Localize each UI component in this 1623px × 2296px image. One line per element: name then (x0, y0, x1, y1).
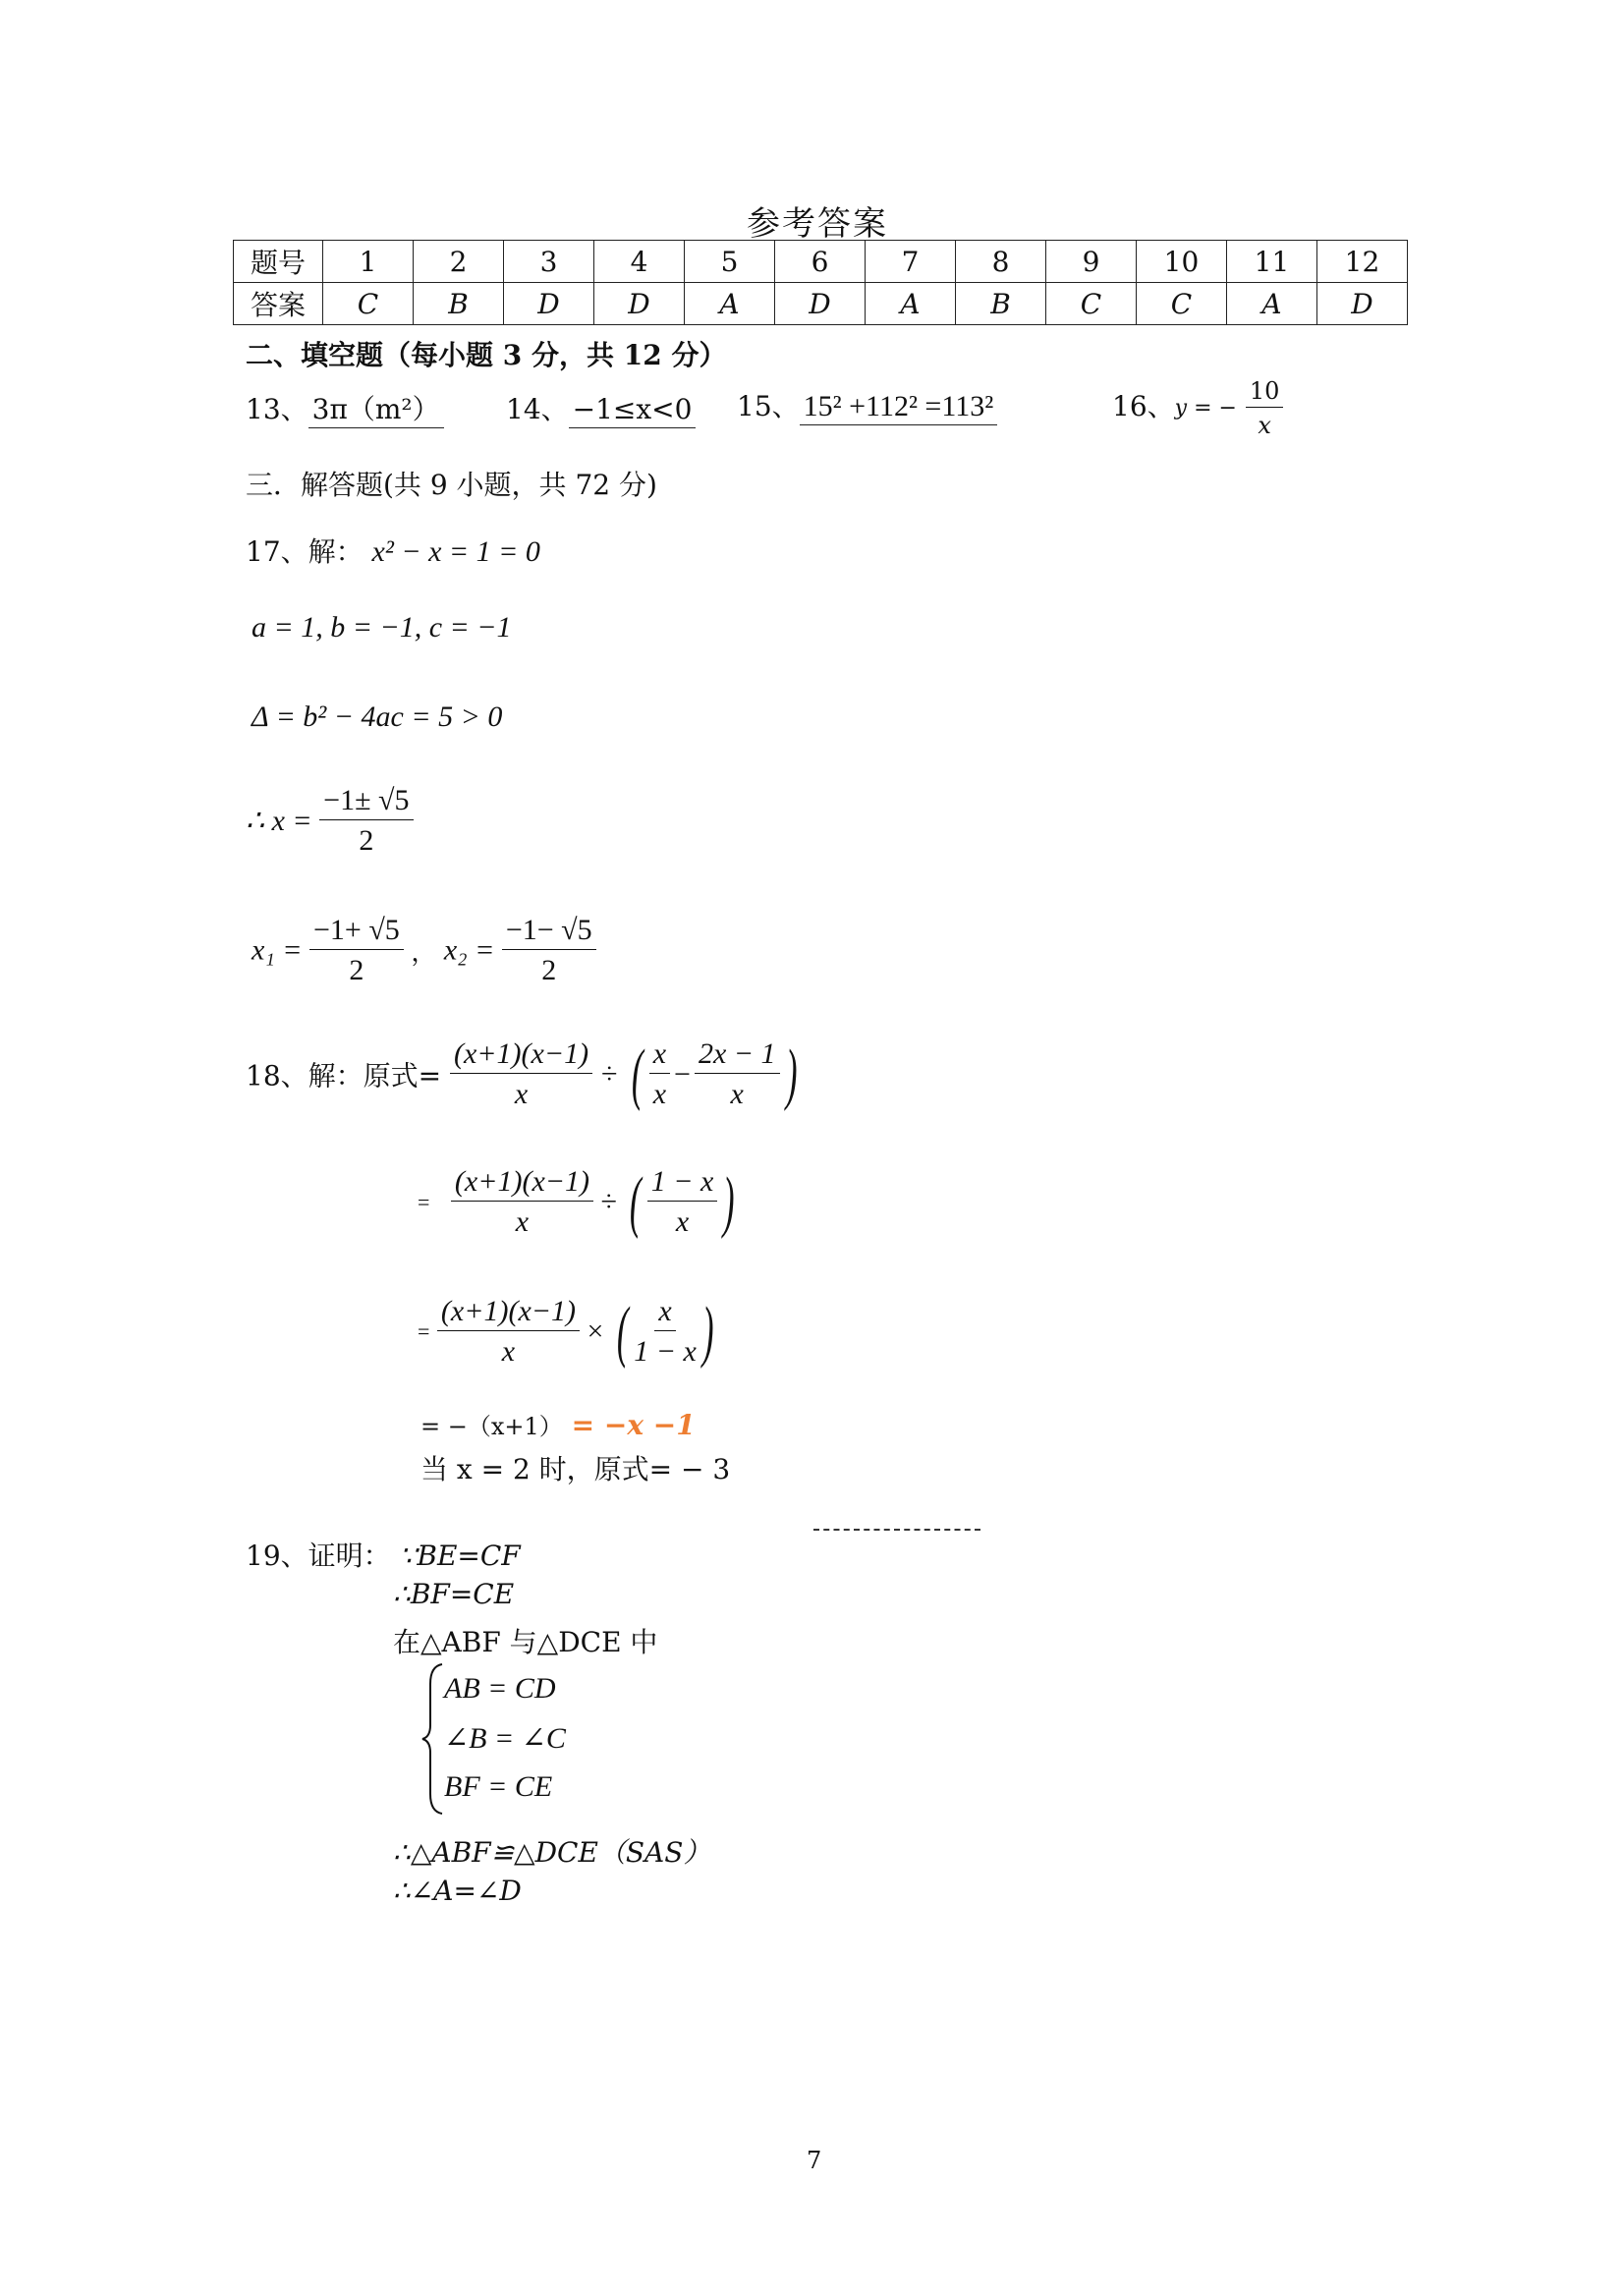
right-paren-icon: ) (723, 1163, 735, 1240)
table-cell: 8 (956, 241, 1046, 283)
table-cell: 1 (323, 241, 414, 283)
right-paren-icon: ) (785, 1036, 797, 1112)
table-cell: D (775, 283, 866, 325)
table-cell: 5 (685, 241, 775, 283)
q19-given: ∵BE=CF (399, 1540, 521, 1572)
q17-x1-fraction (309, 914, 404, 987)
q19-line-2: ∴BF=CE (393, 1578, 515, 1610)
q19-system-3: BF = CE (444, 1770, 553, 1803)
q16-numerator: 10 (1246, 377, 1284, 408)
q18-step3-inner (634, 1295, 697, 1369)
q18-step4-text: = −（x+1） (420, 1413, 563, 1440)
q18-step2-inner-denominator: x (675, 1205, 690, 1238)
q17-label: 17、解： (246, 535, 364, 568)
q16-fraction (1246, 377, 1284, 439)
q17-x-prefix: ∴ x = (246, 805, 312, 837)
q19-line-4: ∴△ABF≌△DCE（SAS） (393, 1836, 711, 1869)
q18-step2-numerator: (x+1)(x−1) (451, 1165, 593, 1202)
q17-roots (252, 914, 596, 987)
q18-step1-fraction (450, 1037, 592, 1111)
table-cell: D (594, 283, 685, 325)
dashed-line (813, 1529, 980, 1531)
page-title: 参考答案 (747, 204, 888, 244)
q18-inner-a (649, 1037, 670, 1111)
q18-minus: − (674, 1057, 691, 1091)
table-cell: 12 (1317, 241, 1408, 283)
q18-step3-denominator: x (501, 1335, 516, 1368)
q15-label: 15、 (737, 390, 800, 422)
q18-step1-paren (626, 1037, 802, 1111)
q18-step2-denominator: x (515, 1205, 530, 1238)
table-cell: A (1227, 283, 1317, 325)
q18-inner-b-numerator: 2x − 1 (695, 1037, 780, 1074)
q13-answer: 3π（m²） (308, 393, 444, 428)
q18-step4-simplified: = −x −1 (571, 1409, 696, 1441)
q18-step3-numerator: (x+1)(x−1) (437, 1295, 580, 1331)
q17-x2-prefix: x₂ = (443, 933, 495, 967)
q18-step3-inner-denominator: 1 − x (634, 1335, 697, 1368)
q18-step-1 (246, 1037, 803, 1111)
q18-step1-denominator: x (514, 1078, 529, 1110)
q17-x-fraction (319, 784, 413, 858)
table-cell: 9 (1046, 241, 1137, 283)
q19-line-1 (246, 1535, 521, 1574)
q19-line-3: 在△ABF 与△DCE 中 (393, 1626, 658, 1658)
q17-x-numerator: −1± √5 (319, 784, 413, 820)
q13 (246, 388, 444, 427)
q19-label: 19、证明： (246, 1540, 391, 1572)
q14-label: 14、 (506, 393, 569, 425)
q17-x1-denominator: 2 (349, 954, 364, 986)
table-cell: 11 (1227, 241, 1317, 283)
q14-answer: −1≤x<0 (569, 393, 697, 428)
q18-label: 18、解：原式= (246, 1059, 442, 1092)
q19-system-2: ∠B = ∠C (444, 1722, 566, 1755)
q17-separator: ， (411, 938, 437, 967)
q18-step3-paren (611, 1295, 719, 1369)
q18-eq-2: = (418, 1189, 430, 1214)
table-row (234, 283, 1408, 325)
table-cell: 2 (414, 241, 504, 283)
q17-solution (246, 784, 414, 858)
q18-step2-fraction (451, 1165, 593, 1239)
q17-x2-numerator: −1− √5 (502, 914, 596, 950)
q18-step-2 (418, 1165, 741, 1239)
q18-result: 当 x = 2 时，原式= − 3 (420, 1453, 731, 1485)
q18-step-3 (418, 1295, 719, 1369)
table-row (234, 241, 1408, 283)
right-paren-icon: ) (701, 1293, 714, 1370)
table-cell: C (1046, 283, 1137, 325)
table-cell: B (414, 283, 504, 325)
section-heading-fill: 二、填空题（每小题 3 分，共 12 分） (246, 339, 727, 371)
q19-line-5: ∴∠A=∠D (393, 1875, 522, 1907)
table-cell: A (866, 283, 956, 325)
q18-divide-1: ÷ (601, 1057, 618, 1091)
left-paren-icon: ( (632, 1036, 644, 1112)
table-cell: 3 (504, 241, 594, 283)
table-cell: 4 (594, 241, 685, 283)
q17-x1-prefix: x₁ = (252, 933, 303, 967)
q13-label: 13、 (246, 393, 308, 425)
q17-x2-fraction (502, 914, 596, 987)
table-cell: A (685, 283, 775, 325)
q18-inner-a-numerator: x (649, 1037, 670, 1074)
table-cell: C (323, 283, 414, 325)
left-paren-icon: ( (630, 1163, 642, 1240)
q15-answer: 15² +112² =113² (800, 390, 998, 425)
system-brace-icon (420, 1660, 446, 1818)
q16-denominator: x (1258, 412, 1271, 439)
q18-step3-inner-numerator: x (654, 1295, 675, 1331)
q17-coefficients: a = 1, b = −1, c = −1 (252, 611, 512, 644)
q18-step2-inner-numerator: 1 − x (647, 1165, 718, 1202)
q16-label: 16、 (1112, 390, 1175, 422)
brace-svg (420, 1660, 446, 1818)
q18-times: × (587, 1315, 604, 1348)
q17-x1-numerator: −1+ √5 (309, 914, 404, 950)
q16-prefix: y = − (1174, 396, 1237, 420)
q16 (1112, 377, 1283, 439)
q19-system-1: AB = CD (444, 1672, 556, 1705)
table-cell: D (1317, 283, 1408, 325)
table-cell: 6 (775, 241, 866, 283)
q18-step3-fraction (437, 1295, 580, 1369)
q18-step2-inner (647, 1165, 718, 1239)
table-cell: D (504, 283, 594, 325)
table-cell: 7 (866, 241, 956, 283)
page-number: 7 (807, 2147, 822, 2174)
left-paren-icon: ( (616, 1293, 629, 1370)
table-answer-label: 答案 (234, 283, 323, 325)
section-heading-solve: 三．解答题(共 9 小题，共 72 分) (246, 469, 657, 501)
q14 (506, 388, 696, 427)
q15 (737, 385, 997, 424)
q18-inner-b (695, 1037, 780, 1111)
q17-discriminant: Δ = b² − 4ac = 5 > 0 (252, 700, 503, 733)
q18-eq-3: = (418, 1318, 430, 1344)
q18-divide-2: ÷ (600, 1185, 617, 1218)
q18-inner-b-denominator: x (730, 1078, 744, 1110)
q18-step2-paren (624, 1165, 740, 1239)
q18-step1-numerator: (x+1)(x−1) (450, 1037, 592, 1074)
q17-x-denominator: 2 (359, 824, 374, 857)
q17-equation: x² − x = 1 = 0 (371, 535, 540, 568)
table-cell: C (1137, 283, 1227, 325)
q17-x2-denominator: 2 (541, 954, 557, 986)
q18-inner-a-denominator: x (652, 1078, 667, 1110)
table-cell: 10 (1137, 241, 1227, 283)
answer-table (233, 240, 1408, 325)
q18-step-4 (420, 1407, 696, 1441)
table-cell: B (956, 283, 1046, 325)
table-header-label: 题号 (234, 241, 323, 283)
q17-line-1 (246, 531, 540, 570)
